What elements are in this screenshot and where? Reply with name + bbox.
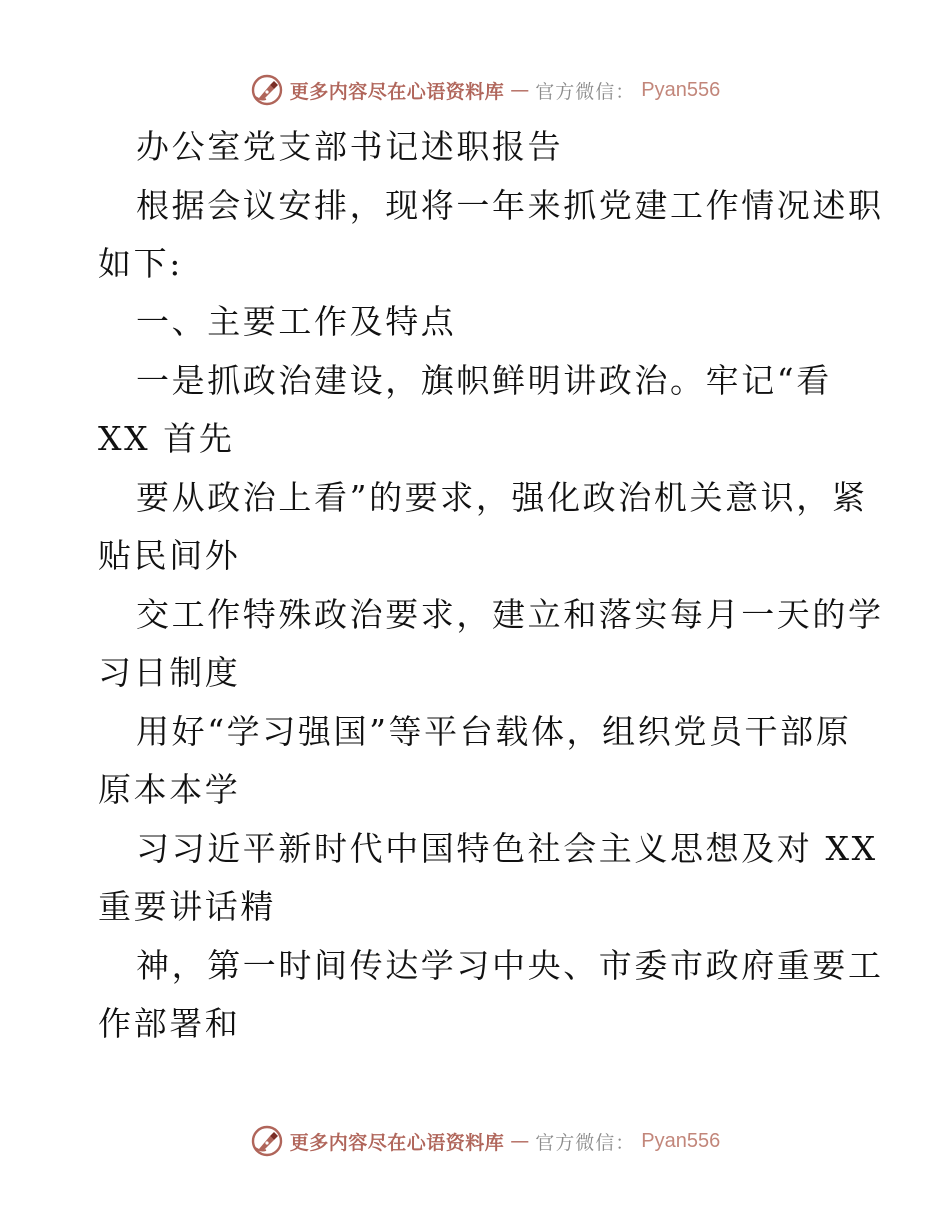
paragraph-line: 要从政治上看”的要求，强化政治机关意识，紧 — [136, 478, 868, 517]
watermark-text: 更多内容尽在心语资料库 — [289, 1131, 505, 1154]
paragraph-line: XX 首先 — [98, 419, 235, 458]
watermark-wechat-id: Pyan556 — [641, 1129, 721, 1152]
paragraph-line: 重要讲话精 — [98, 887, 276, 926]
paragraph-line: 作部署和 — [98, 1004, 241, 1043]
watermark-text: 更多内容尽在心语资料库 — [289, 80, 505, 103]
paragraph-line: 用好“学习强国”等平台载体，组织党员干部原 — [136, 712, 852, 751]
paragraph-line: 根据会议安排，现将一年来抓党建工作情况述职 — [136, 186, 884, 225]
watermark-dash: — — [510, 79, 530, 101]
section-heading: 一、主要工作及特点 — [136, 302, 457, 341]
watermark-wechat-label: 官方微信： — [535, 80, 636, 103]
paragraph-line: 原本本学 — [98, 770, 241, 809]
paragraph-line: 一是抓政治建设，旗帜鲜明讲政治。牢记“看 — [136, 361, 832, 400]
pen-nib-circle-icon — [250, 73, 284, 107]
watermark-dash: — — [510, 1130, 530, 1152]
document-title: 办公室党支部书记述职报告 — [136, 127, 564, 166]
paragraph-line: 贴民间外 — [98, 536, 241, 575]
watermark-wechat-id: Pyan556 — [641, 78, 721, 101]
watermark-group — [250, 73, 721, 107]
paragraph-line: 习日制度 — [98, 653, 241, 692]
footer-watermark — [0, 1121, 950, 1161]
paragraph-line: 交工作特殊政治要求，建立和落实每月一天的学 — [136, 595, 884, 634]
header-watermark — [0, 70, 950, 110]
paragraph-line: 如下: — [98, 244, 183, 283]
paragraph-line: 习习近平新时代中国特色社会主义思想及对 XX — [136, 829, 878, 868]
paragraph-line: 神，第一时间传达学习中央、市委市政府重要工 — [136, 946, 884, 985]
watermark-wechat-label: 官方微信： — [535, 1131, 636, 1154]
pen-nib-circle-icon — [250, 1124, 284, 1158]
watermark-group — [250, 1124, 721, 1158]
